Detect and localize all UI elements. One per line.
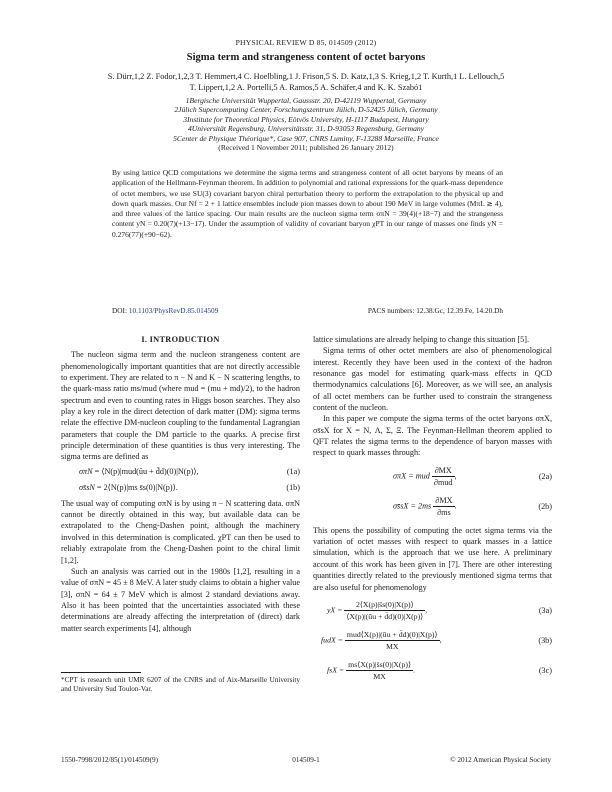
- eq-lhs: σs̄sX = 2ms: [393, 501, 432, 511]
- numerator: ∂MX: [433, 495, 454, 507]
- equation-number: (2a): [538, 471, 552, 481]
- doi-label: DOI:: [112, 306, 127, 315]
- equation-number: (2b): [538, 501, 552, 511]
- affiliation: 4Universität Regensburg, Universitätsstr. 31, D-93053 Regensburg, Germany: [187, 124, 425, 134]
- numerator: 2⟨X(p)|s̄s(0)|X(p)⟩: [344, 599, 425, 611]
- equation-3c: [313, 657, 552, 683]
- equation-number: (3c): [538, 665, 552, 675]
- numerator: ms⟨X(p)|s̄s(0)|X(p)⟩: [346, 659, 413, 671]
- paper-title: Sigma term and strangeness content of octet baryons: [186, 52, 426, 63]
- paragraph: lattice simulations are already helping to change this situation [5].: [313, 335, 529, 344]
- footnote: *CPT is research unit UMR 6207 of the CNRS and of Aix-Marseille University and University Sud Toulon-Var.: [61, 676, 300, 694]
- fraction: [344, 599, 428, 623]
- eq-punct: ,: [425, 605, 428, 615]
- author-list: [56, 71, 556, 93]
- eq-lhs: yX =: [327, 605, 343, 615]
- eq-punct: ,: [439, 635, 442, 645]
- affiliation: 2Jülich Supercomputing Center, Forschungszentrum Jülich, D-52425 Jülich, Germany: [174, 105, 438, 115]
- equation-2b: [313, 493, 552, 521]
- abstract: By using lattice QCD computations we determine the sigma terms and strangeness content of all octet baryons by means of an application of the Hellmann-Feynman theorem. In addition to polynomial and rational expressions for the quark-mass dependence of octet members, we use SU(3) covariant baryon chiral perturbation theory to perform the extrapolation to the physical up and down quark masses. Our Nf = 2 + 1 lattice ensembles include pion masses down to about 190 MeV in large volumes (MπL ≳ 4), and three values of the lattice spacing. Our main results are the nucleon sigma term σπN = 39(4)(+18−7) and the strangeness content yN = 0.20(7)(+13−17). Under the assumption of validity of covariant baryon χPT in our range of masses one finds yN = 0.276(77)(+90−62).: [112, 168, 503, 239]
- denominator: MX: [385, 642, 399, 652]
- equation-1a: [61, 466, 300, 479]
- eq-lhs: fudX =: [321, 635, 343, 645]
- pacs-numbers: PACS numbers: 12.38.Gc, 12.39.Fe, 14.20.Dh: [367, 306, 503, 315]
- eq-lhs: fsX =: [327, 665, 345, 675]
- equation-number: (1b): [286, 482, 300, 492]
- eq-lhs: σπX = mud: [393, 471, 430, 481]
- journal-header: PHYSICAL REVIEW D 85, 014509 (2012): [235, 38, 377, 47]
- equation-number: (3a): [538, 605, 552, 615]
- doi-link[interactable]: 10.1103/PhysRevD.85.014509: [128, 306, 219, 315]
- eq-rhs: = ⟨N(p)|mud(ūu + d̄d)(0)|N(p)⟩,: [94, 466, 199, 476]
- paragraph: The usual way of computing σπN is by using π − N scattering data. σπN cannot be directly obtained in this way, but available data can be extrapolated to the Cheng-Dashen point, although the machinery involved in this determination is complicated. χPT can then be used to reliably extrapolate from the Cheng-Dashen point to the chiral limit [1,2].: [61, 498, 300, 565]
- fraction: [433, 495, 454, 519]
- paragraph: The nucleon sigma term and the nucleon strangeness content are phenomenologically important quantities that are not directly accessible to experiment. They are related to π − N and K − N scattering lengths, to the quark-mass ratio ms/mud (where mud = (mu + md)/2), to the hadron spectrum and even to counting rates in Higgs boson searches. They also play a key role in the direct detection of dark matter (DM): sigma terms relate the effective DM-nucleon coupling to the fundamental Lagrangian parameters that couple the DM particle to the quarks. A precise first principle determination of these quantities is thus very interesting. The sigma terms are defined as: [61, 350, 300, 462]
- denominator: ∂mud: [433, 478, 453, 488]
- affiliation: 5Center de Physique Théorique*, Case 907, CNRS Luminy, F-13288 Marseille, France: [173, 133, 439, 143]
- numerator: ∂MX: [432, 465, 455, 477]
- author-line: S. Dürr,1,2 Z. Fodor,1,2,3 T. Hemmert,4 C. Hoelbling,1 J. Frison,5 S. D. Katz,1,3 S. Krieg,1,2 T. Kurth,1 L. Lellouch,5: [107, 72, 505, 81]
- author-line: T. Lippert,1,2 A. Portelli,5 A. Ramos,5 A. Schäfer,4 and K. K. Szabó1: [189, 83, 423, 93]
- eq-lhs: σπN: [79, 466, 93, 476]
- equation-2a: [313, 463, 552, 489]
- page-number: 014509-1: [292, 756, 320, 764]
- section-heading: I. INTRODUCTION: [141, 335, 220, 344]
- page-footer: [61, 756, 551, 764]
- paragraph: Sigma terms of other octet members are also of phenomenological interest. Recently they have been used in the context of the hadron resonance gas model for estimating quark-mass effects in QCD thermodynamics calculations [6]. Moreover, as we will see, an analysis of all octet members can be further used to constrain the strangeness content of the nucleon.: [313, 346, 552, 413]
- equation-number: (3b): [538, 635, 552, 645]
- numerator: mud⟨X(p)|(ūu + d̄d)(0)|X(p)⟩: [345, 629, 440, 641]
- equation-3b: [313, 627, 552, 653]
- doi-pacs-line: [112, 306, 503, 315]
- fraction: [432, 465, 455, 489]
- paragraph: This opens the possibility of computing the octet sigma terms via the variation of octet masses with respect to quark masses in a lattice simulation, which is the approach that we use here. A preliminary account of this work has been given in [7]. There are other interesting quantities directly related to the previously mentioned sigma terms that are also useful for phenomenology: [313, 525, 552, 592]
- eq-punct: .: [454, 501, 457, 511]
- fraction: [346, 659, 416, 683]
- copyright: © 2012 American Physical Society: [450, 756, 551, 764]
- footer-issn: 1550-7998/2012/85(1)/014509(9): [61, 756, 159, 764]
- paragraph: Such an analysis was carried out in the 1980s [1,2], resulting in a value of σπN = 45 ± 8 MeV. A later study claims to obtain a higher value [3], σπN = 64 ± 7 MeV which is almost 2 standard deviations away. Also it has been pointed that the uncertainties associated with these determinations are already affecting the interpretation of (direct) dark matter search experiments [4], although: [61, 566, 300, 633]
- affiliation: 3Institute for Theoretical Physics, Eötvös University, H-1117 Budapest, Hungary: [183, 114, 429, 124]
- received-date: (Received 1 November 2011; published 26 January 2012): [218, 143, 394, 153]
- eq-rhs: = 2⟨N(p)|ms s̄s(0)|N(p)⟩.: [96, 482, 178, 492]
- fraction: [345, 629, 440, 653]
- denominator: MX: [373, 672, 386, 682]
- left-column: [61, 334, 300, 634]
- footnote-rule: [61, 672, 141, 673]
- eq-punct: .: [413, 665, 416, 675]
- denominator: ⟨X(p)|(ūu + d̄d)(0)|X(p)⟩: [346, 612, 424, 622]
- denominator: ∂ms: [437, 508, 451, 518]
- affiliation-list: [60, 96, 552, 152]
- equation-number: (1a): [286, 466, 300, 476]
- right-column: [313, 334, 552, 687]
- eq-punct: ,: [454, 471, 457, 481]
- affiliation: 1Bergische Universität Wuppertal, Gaussstr. 20, D-42119 Wuppertal, Germany: [185, 96, 427, 105]
- equation-1b: [61, 482, 300, 495]
- equation-3a: [313, 597, 552, 623]
- eq-lhs: σs̄sN: [79, 482, 95, 492]
- paragraph: In this paper we compute the sigma terms of the octet baryons σπX, σs̄sX for X = N, Λ, Σ, Ξ. The Feynman-Hellman theorem applied to QFT relates the sigma terms to the dependence of baryon masses with respect to quark masses through:: [313, 414, 552, 458]
